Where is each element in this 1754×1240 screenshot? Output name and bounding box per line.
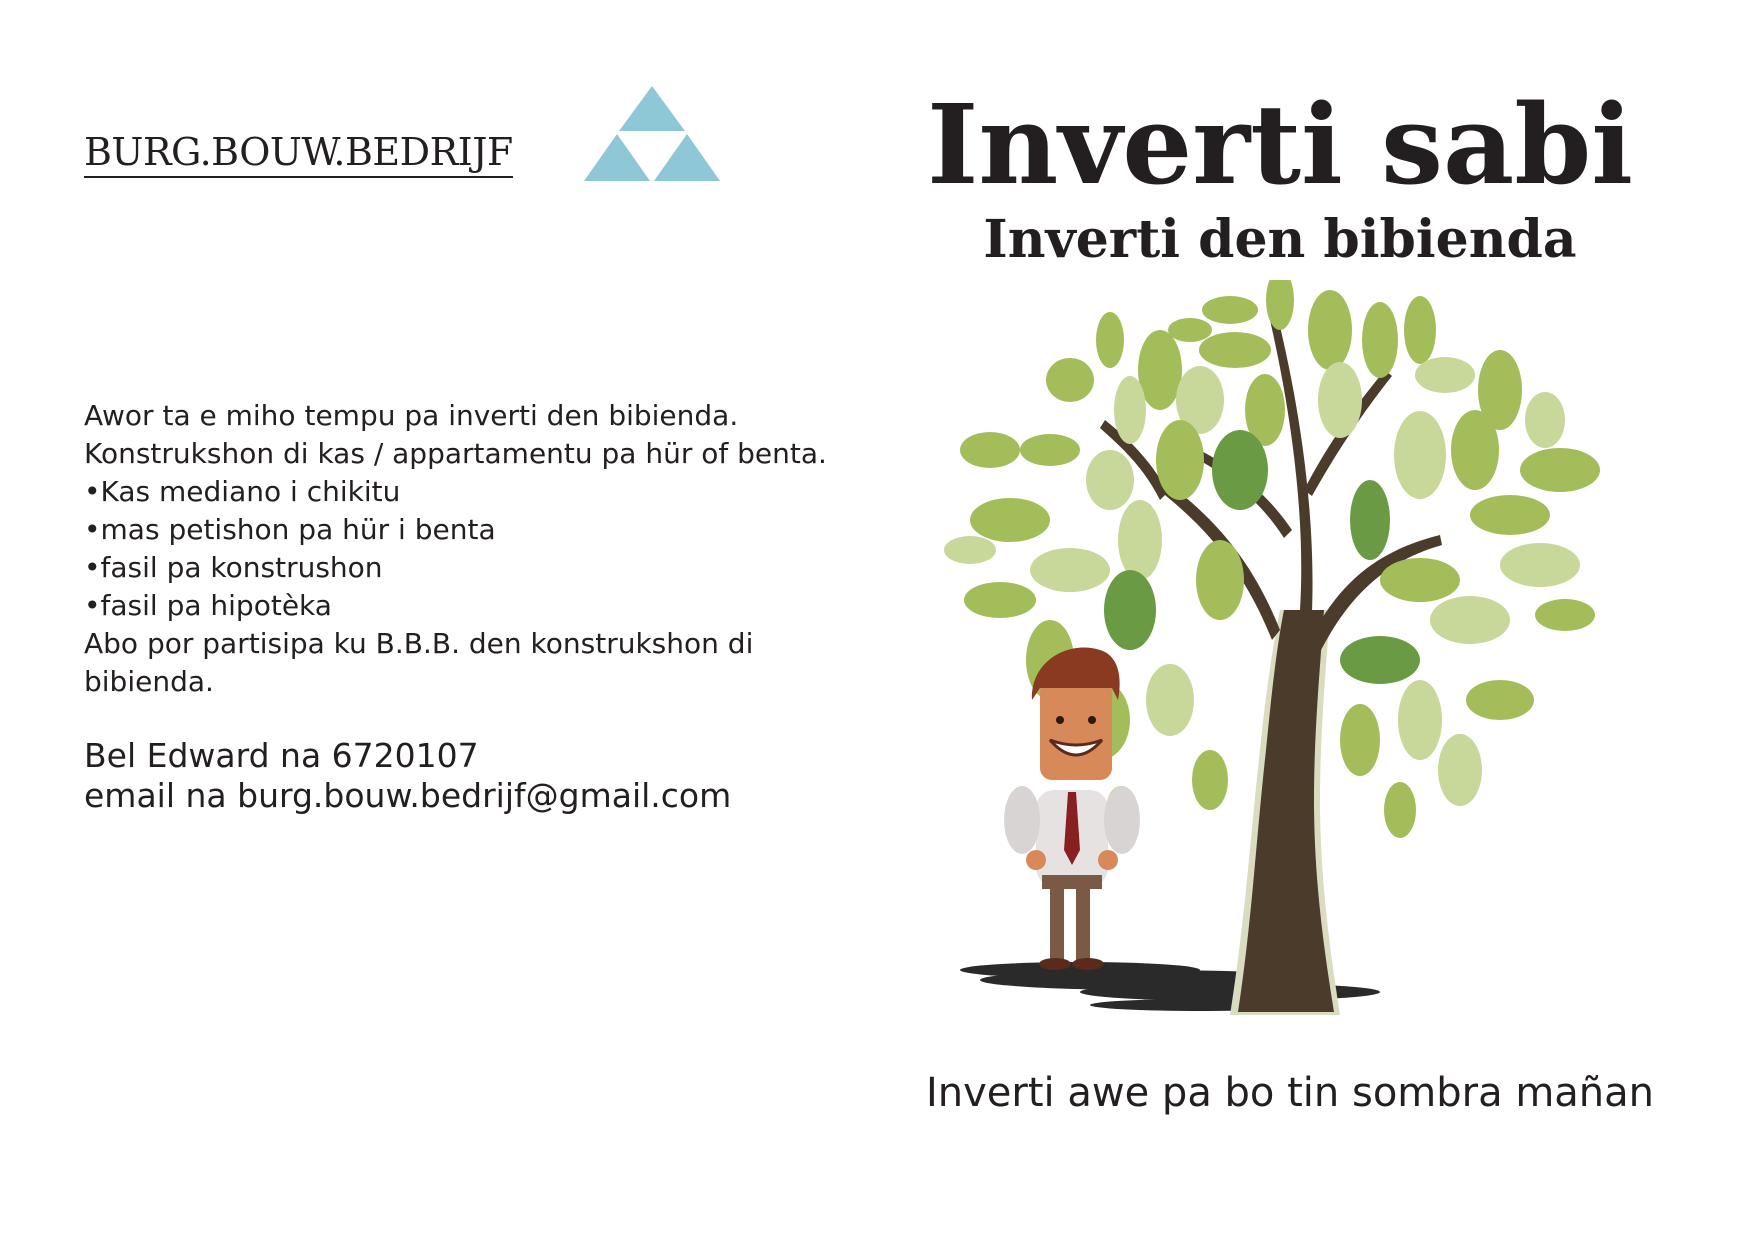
email-line: email na burg.bouw.bedrijf@gmail.com [84, 776, 732, 815]
page-title: Inverti sabi [926, 80, 1634, 209]
tagline: Inverti awe pa bo tin sombra mañan [925, 1070, 1655, 1116]
contact-info [84, 736, 731, 816]
company-logo [84, 86, 724, 186]
phone-line: Bel Edward na 6720107 [84, 736, 479, 775]
body-line: Konstrukshon di kas / appartamentu pa hür of benta. [84, 437, 827, 470]
triangle-logo-icon [584, 86, 720, 186]
body-line: Awor ta e miho tempu pa inverti den bibienda. [84, 399, 739, 432]
bullet-item: •Kas mediano i chikitu [84, 475, 401, 508]
company-name: BURG.BOUW.BEDRIJF [84, 130, 513, 178]
page-subtitle: Inverti den bibienda [983, 209, 1577, 270]
bullet-item: •mas petishon pa hür i benta [84, 513, 496, 546]
body-text [84, 397, 904, 701]
bullet-item: •fasil pa hipotèka [84, 589, 332, 622]
closing-line: Abo por partisipa ku B.B.B. den konstrukshon di bibienda. [84, 627, 754, 698]
tree-with-businessman-illustration [900, 280, 1660, 1040]
bullet-item: •fasil pa konstrushon [84, 551, 383, 584]
